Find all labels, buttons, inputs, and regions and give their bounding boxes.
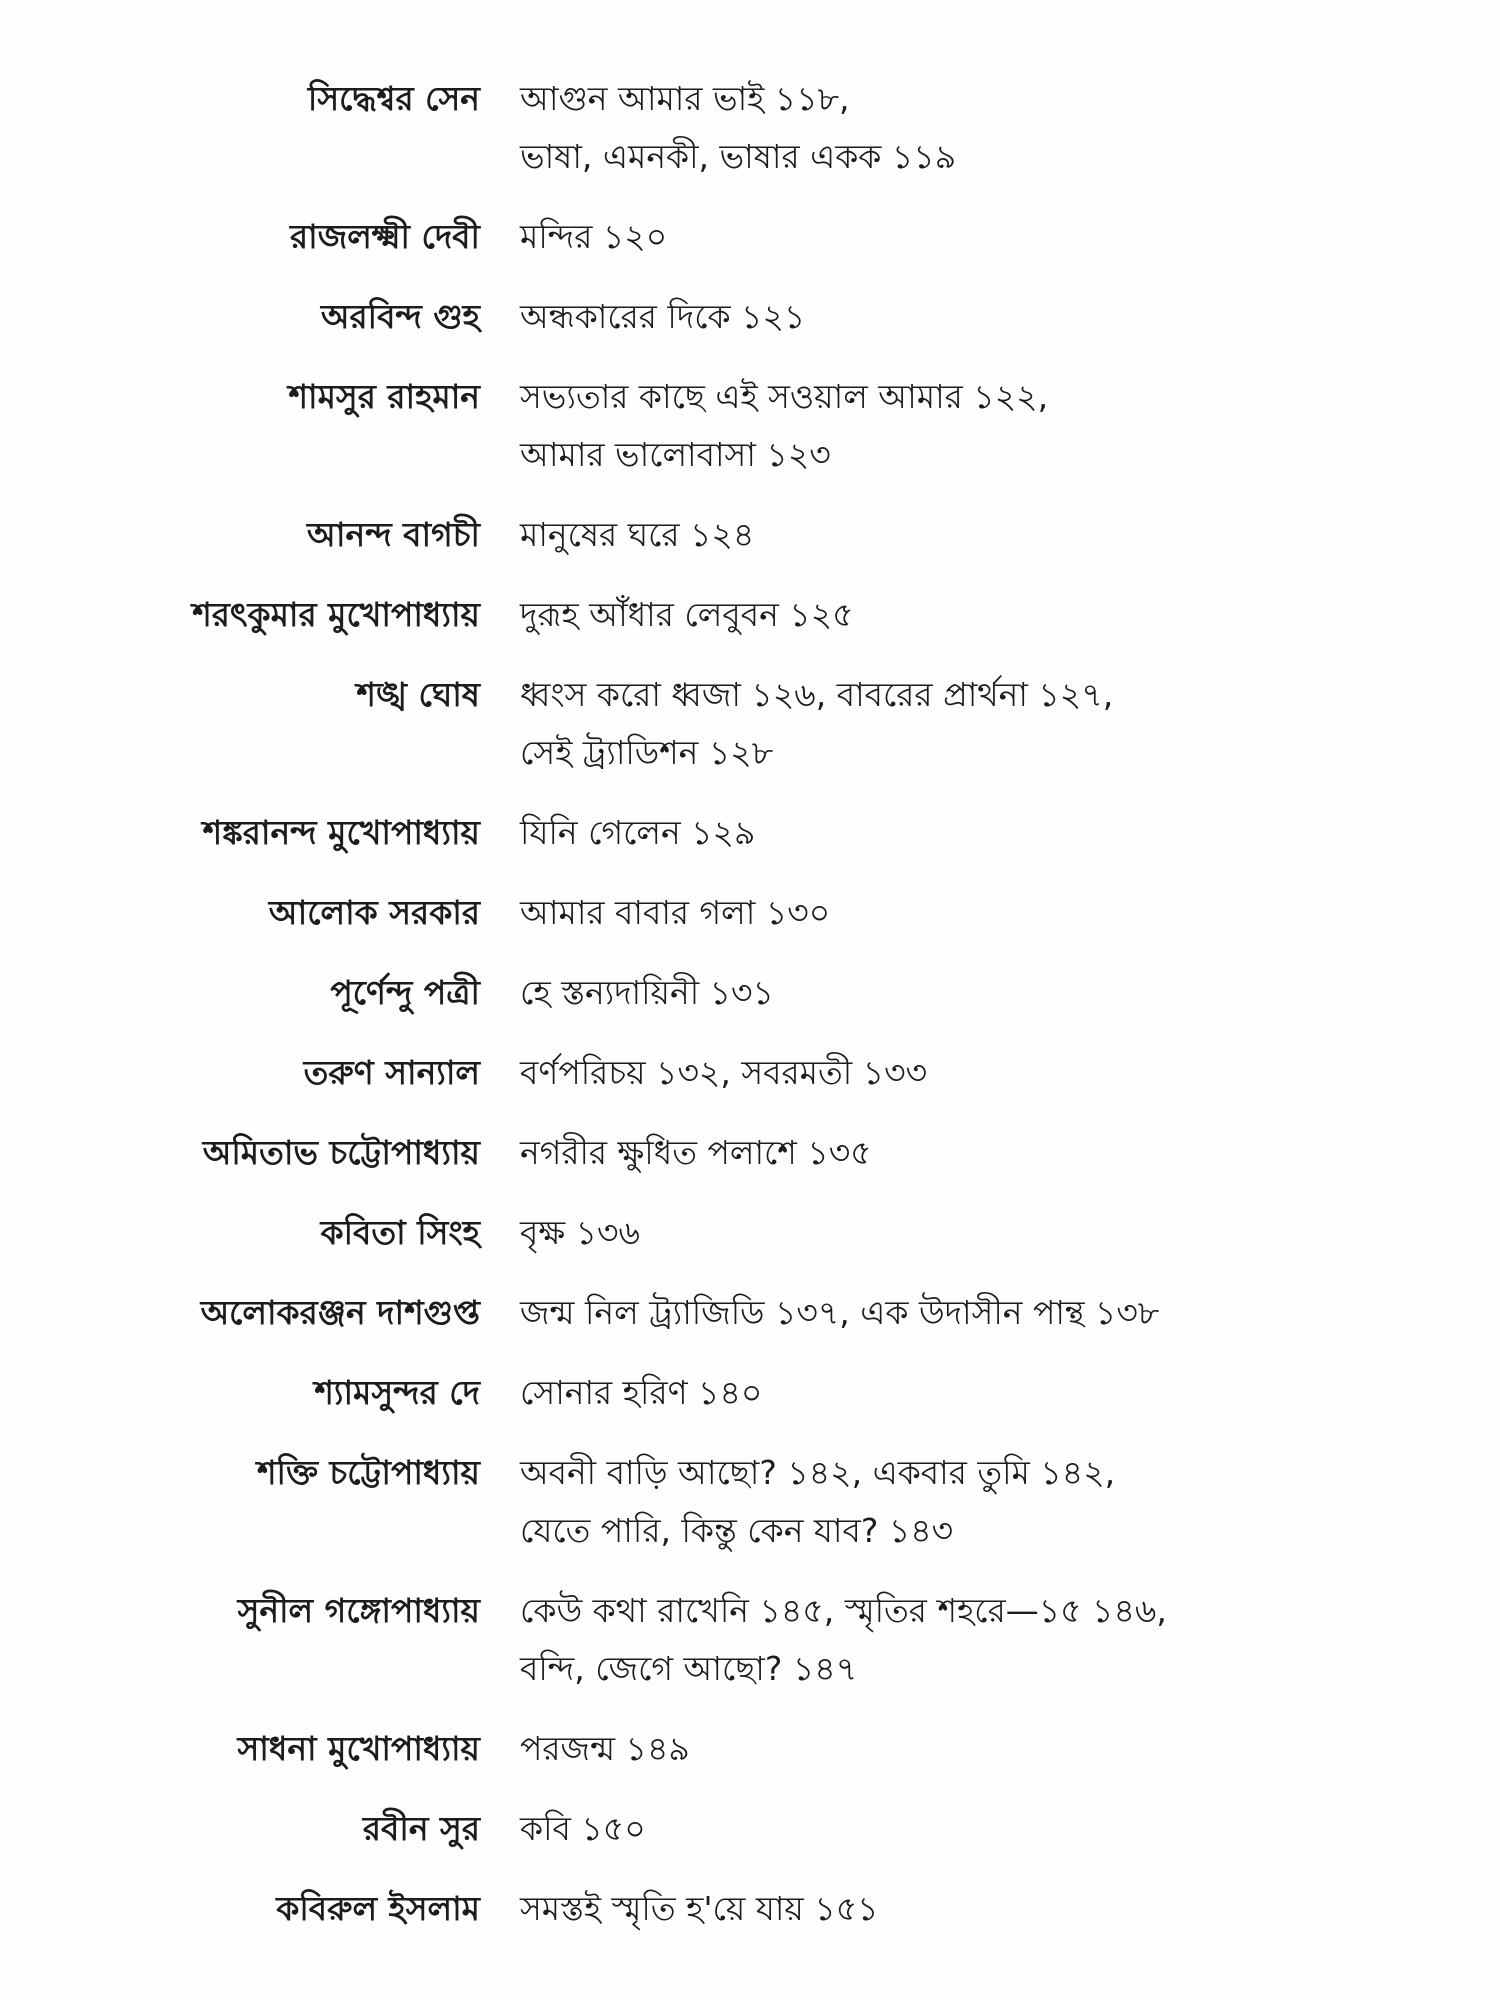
index-entry xyxy=(0,1582,1500,1698)
index-entry xyxy=(0,288,1500,346)
title-line: যেতে পারি, কিন্তু কেন যাব? ১৪৩ xyxy=(520,1511,954,1550)
index-entry xyxy=(0,884,1500,942)
author-name: তরুণ সান্যাল xyxy=(303,1053,480,1092)
poem-titles xyxy=(520,1582,1380,1698)
index-entry xyxy=(0,1720,1500,1778)
poem-titles xyxy=(520,804,1380,862)
poem-titles xyxy=(520,964,1380,1022)
index-entry xyxy=(0,804,1500,862)
poem-titles xyxy=(520,666,1380,782)
index-entry xyxy=(0,1880,1500,1938)
poem-titles xyxy=(520,1880,1380,1938)
poem-titles xyxy=(520,1364,1380,1422)
title-line: সোনার হরিণ ১৪০ xyxy=(520,1373,763,1412)
index-entry xyxy=(0,1800,1500,1858)
index-entry xyxy=(0,666,1500,782)
poem-titles xyxy=(520,288,1380,346)
poem-titles xyxy=(520,1800,1380,1858)
index-entry xyxy=(0,1284,1500,1342)
author-name: শঙ্খ ঘোষ xyxy=(356,675,480,714)
author-name: রবীন সুর xyxy=(362,1809,480,1848)
poem-titles xyxy=(520,1204,1380,1262)
index-entry xyxy=(0,208,1500,266)
title-line: অন্ধকারের দিকে ১২১ xyxy=(520,297,806,336)
poem-titles xyxy=(520,506,1380,564)
index-entry xyxy=(0,964,1500,1022)
poem-titles xyxy=(520,1044,1380,1102)
index-entry xyxy=(0,586,1500,644)
index-entry xyxy=(0,506,1500,564)
poem-titles xyxy=(520,586,1380,644)
author-name: কবিতা সিংহ xyxy=(320,1213,480,1252)
title-line: পরজন্ম ১৪৯ xyxy=(520,1729,690,1768)
title-line: সমস্তই স্মৃতি হ'য়ে যায় ১৫১ xyxy=(520,1889,879,1928)
poem-titles xyxy=(520,1720,1380,1778)
author-name: শরৎকুমার মুখোপাধ্যায় xyxy=(192,595,480,634)
title-line: কেউ কথা রাখেনি ১৪৫, স্মৃতির শহরে—১৫ ১৪৬, xyxy=(520,1591,1167,1630)
author-name: আলোক সরকার xyxy=(268,893,480,932)
title-line: ধ্বংস করো ধ্বজা ১২৬, বাবরের প্রার্থনা ১২৭, xyxy=(520,675,1114,714)
title-line: আগুন আমার ভাই ১১৮, xyxy=(520,79,850,118)
index-entry xyxy=(0,1364,1500,1422)
poem-titles xyxy=(520,70,1380,186)
author-name: সিদ্ধেশ্বর সেন xyxy=(307,79,480,118)
index-entry xyxy=(0,1204,1500,1262)
author-name: সুনীল গঙ্গোপাধ্যায় xyxy=(237,1591,480,1630)
author-name: রাজলক্ষ্মী দেবী xyxy=(290,217,480,256)
index-entry xyxy=(0,1124,1500,1182)
poem-titles xyxy=(520,1124,1380,1182)
title-line: আমার ভালোবাসা ১২৩ xyxy=(520,435,831,474)
title-line: সেই ট্র্যাডিশন ১২৮ xyxy=(520,733,774,772)
index-entry xyxy=(0,70,1500,186)
author-name: অলোকরঞ্জন দাশগুপ্ত xyxy=(200,1293,480,1332)
index-entry xyxy=(0,1444,1500,1560)
poem-titles xyxy=(520,208,1380,266)
author-name: সাধনা মুখোপাধ্যায় xyxy=(237,1729,480,1768)
title-line: বন্দি, জেগে আছো? ১৪৭ xyxy=(520,1649,858,1688)
title-line: যিনি গেলেন ১২৯ xyxy=(520,813,756,852)
author-name: শামসুর রাহমান xyxy=(288,377,480,416)
title-line: সভ্যতার কাছে এই সওয়াল আমার ১২২, xyxy=(520,377,1049,416)
author-name: শঙ্করানন্দ মুখোপাধ্যায় xyxy=(202,813,480,852)
title-line: অবনী বাড়ি আছো? ১৪২, একবার তুমি ১৪২, xyxy=(520,1453,1116,1492)
title-line: হে স্তন্যদায়িনী ১৩১ xyxy=(520,973,774,1012)
author-name: পূর্ণেন্দু পত্রী xyxy=(330,973,480,1012)
index-entry xyxy=(0,1044,1500,1102)
poem-titles xyxy=(520,1444,1380,1560)
poem-titles xyxy=(520,368,1380,484)
poem-titles xyxy=(520,884,1380,942)
poem-titles xyxy=(520,1284,1380,1342)
title-line: মানুষের ঘরে ১২৪ xyxy=(520,515,755,554)
title-line: ভাষা, এমনকী, ভাষার একক ১১৯ xyxy=(520,137,957,176)
title-line: মন্দির ১২০ xyxy=(520,217,668,256)
title-line: জন্ম নিল ট্র্যাজিডি ১৩৭, এক উদাসীন পান্থ ১৩৮ xyxy=(520,1293,1160,1332)
author-name: শ্যামসুন্দর দে xyxy=(314,1373,480,1412)
title-line: নগরীর ক্ষুধিত পলাশে ১৩৫ xyxy=(520,1133,872,1172)
title-line: আমার বাবার গলা ১৩০ xyxy=(520,893,831,932)
title-line: কবি ১৫০ xyxy=(520,1809,646,1848)
author-name: আনন্দ বাগচী xyxy=(307,515,480,554)
author-name: কবিরুল ইসলাম xyxy=(276,1889,480,1928)
author-name: শক্তি চট্টোপাধ্যায় xyxy=(256,1453,480,1492)
author-name: অরবিন্দ গুহ xyxy=(320,297,480,336)
author-name: অমিতাভ চট্টোপাধ্যায় xyxy=(202,1133,480,1172)
title-line: বৃক্ষ ১৩৬ xyxy=(520,1213,640,1252)
title-line: বর্ণপরিচয় ১৩২, সবরমতী ১৩৩ xyxy=(520,1053,928,1092)
contents-index xyxy=(0,70,1500,1960)
index-entry xyxy=(0,368,1500,484)
title-line: দুরূহ আঁধার লেবুবন ১২৫ xyxy=(520,595,854,634)
